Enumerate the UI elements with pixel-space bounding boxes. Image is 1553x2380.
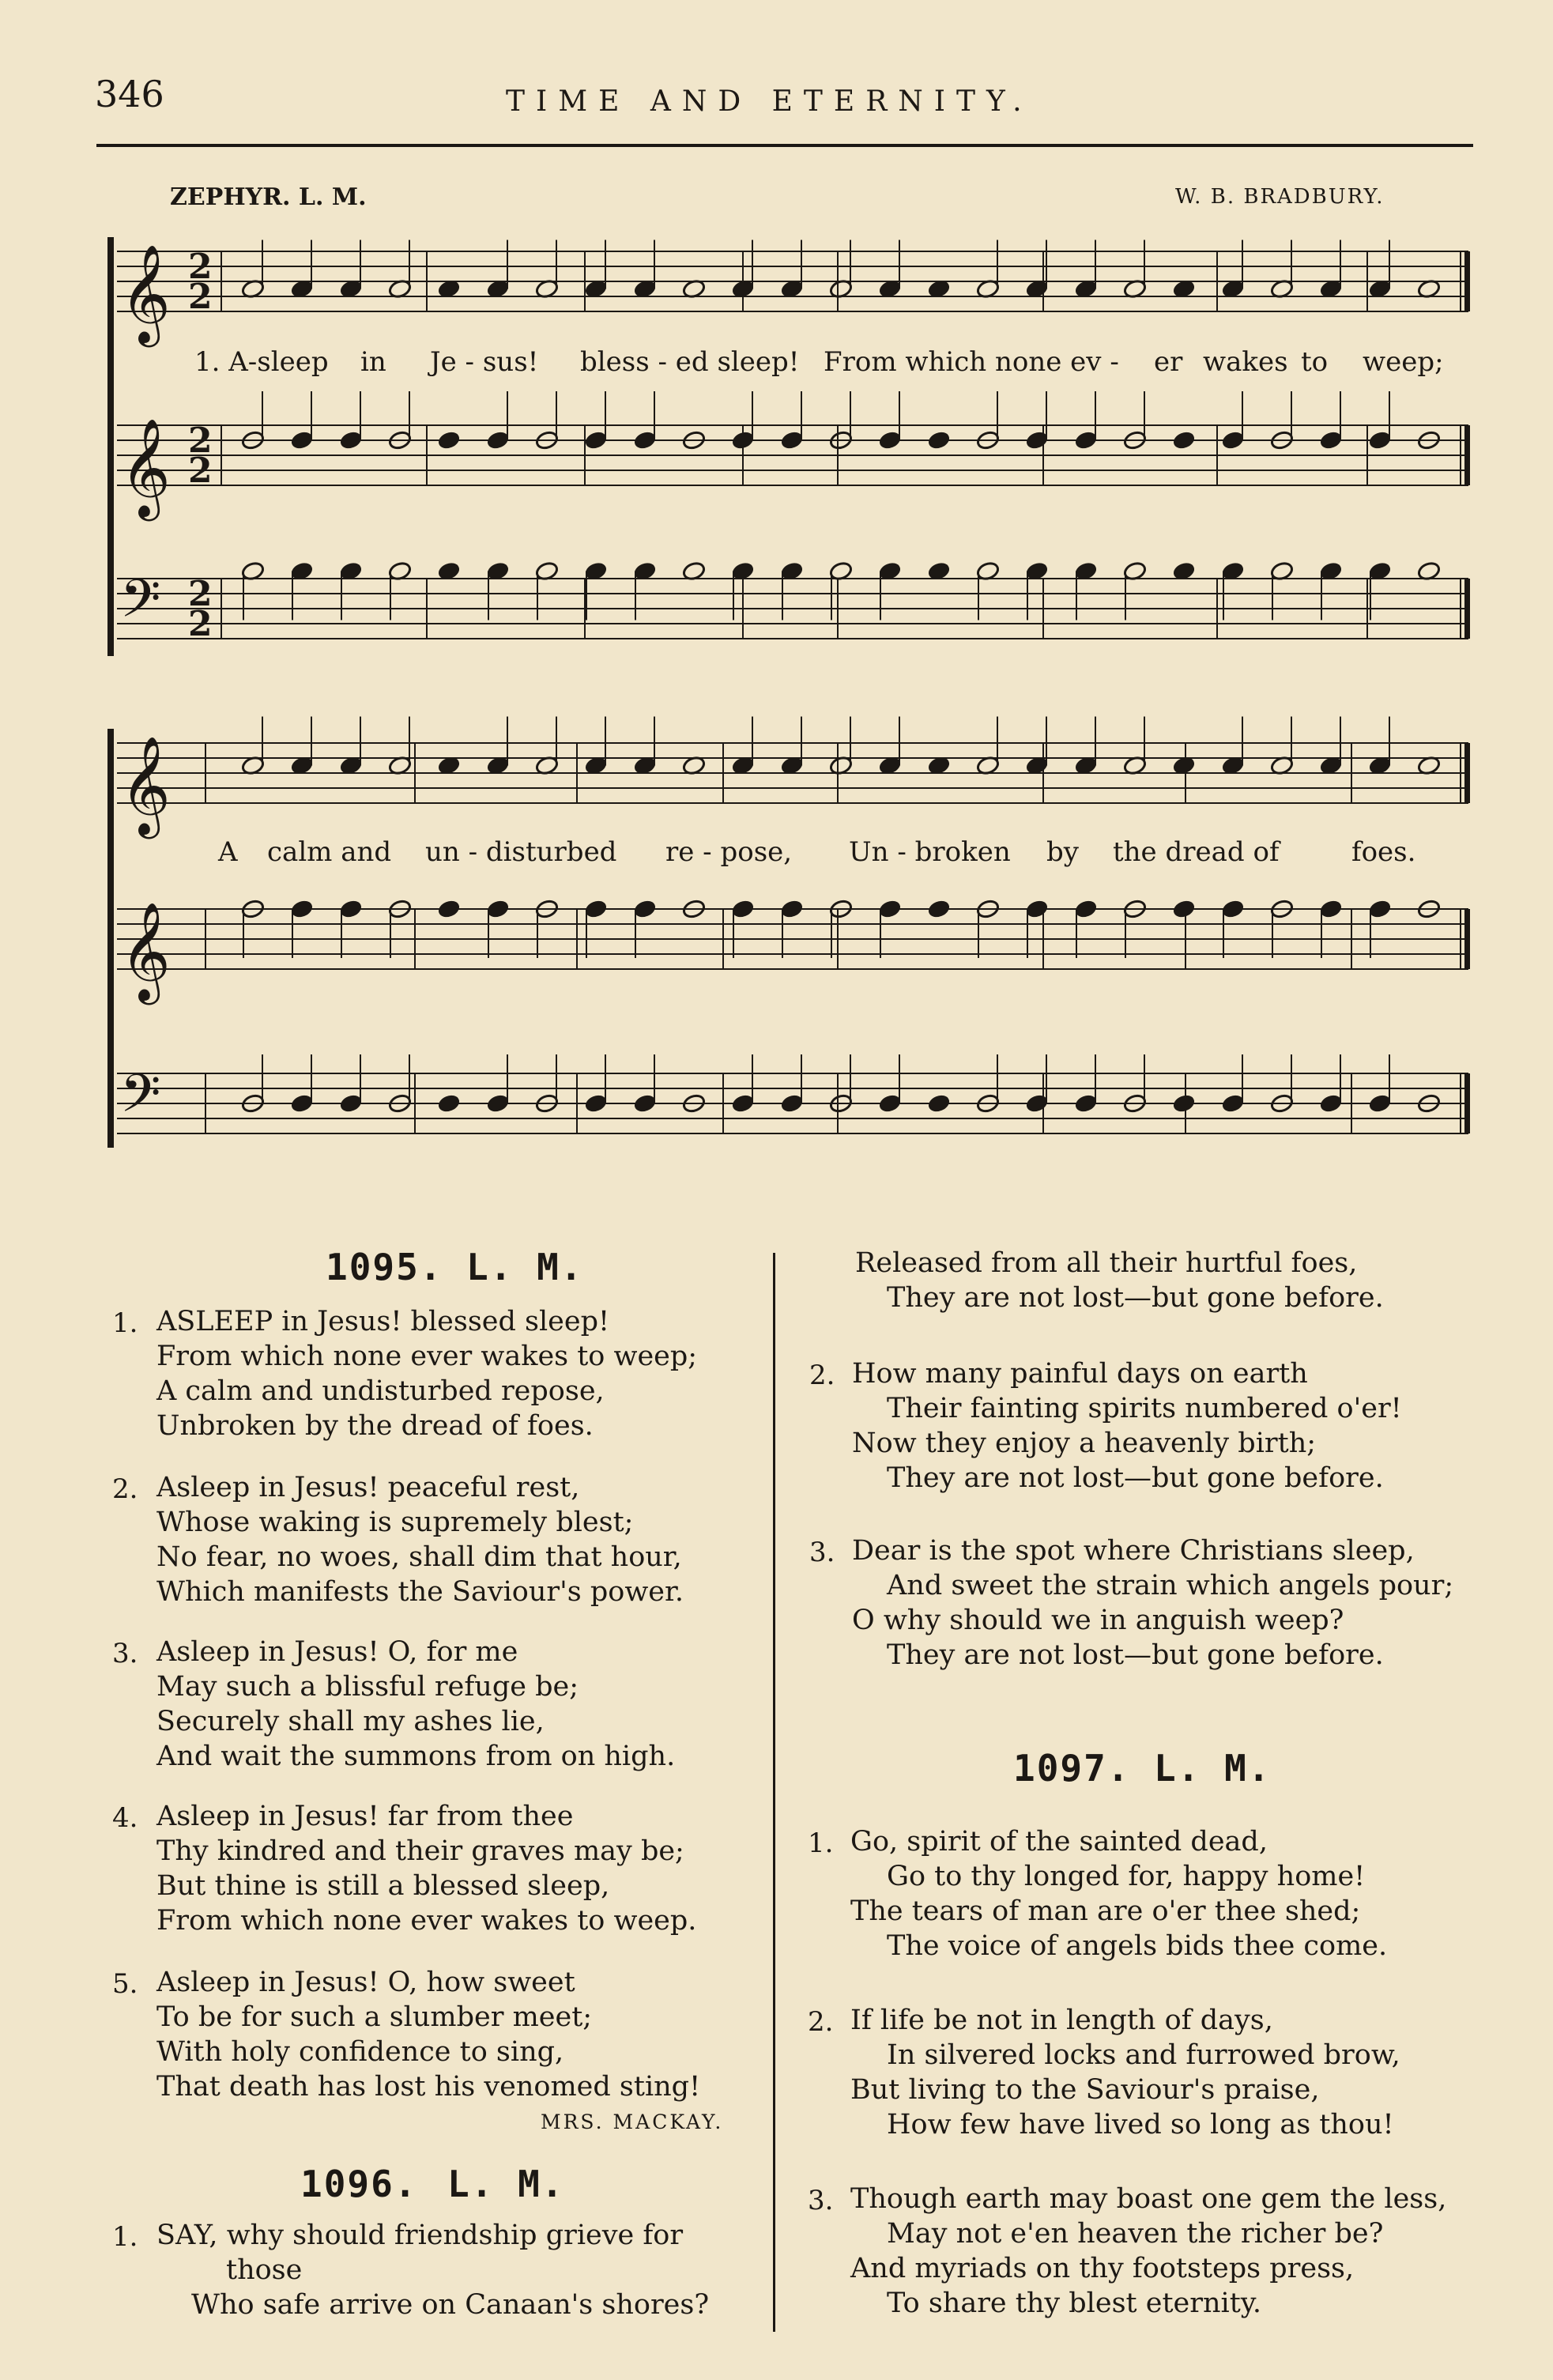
verse-line: Asleep in Jesus! far from thee bbox=[156, 1801, 574, 1832]
lyric-syllable: wakes bbox=[1203, 346, 1288, 378]
verse-line-text: in Jesus! blessed sleep! bbox=[273, 1306, 610, 1337]
verse-line: May not e'en heaven the richer be? bbox=[887, 2218, 1384, 2250]
note-head bbox=[1074, 430, 1099, 451]
verse-line: To be for such a slumber meet; bbox=[156, 2001, 593, 2033]
hymn-meter: L. M. bbox=[447, 2163, 565, 2205]
time-signature-bottom: 2 bbox=[188, 604, 213, 645]
note-head bbox=[780, 899, 805, 919]
tune-name: ZEPHYR. L. M. bbox=[170, 183, 367, 211]
lyric-syllable: by bbox=[1046, 836, 1079, 868]
verse-number: 2. bbox=[112, 1473, 138, 1505]
note-head bbox=[633, 899, 658, 919]
verse-line: If life be not in length of days, bbox=[850, 2005, 1273, 2036]
lyric-syllable: A bbox=[218, 836, 238, 868]
treble-clef: 𝄞 bbox=[120, 244, 171, 343]
tune-composer: W. B. BRADBURY. bbox=[1175, 185, 1385, 209]
verse-line: And myriads on thy footsteps press, bbox=[850, 2253, 1355, 2284]
lyric-syllable: weep; bbox=[1363, 346, 1444, 378]
verse-line: Unbroken by the dread of foes. bbox=[156, 1410, 594, 1442]
verse-line: But living to the Saviour's praise, bbox=[850, 2074, 1320, 2106]
note-head bbox=[486, 1093, 511, 1114]
note-head bbox=[290, 1093, 315, 1114]
final-barline-thick bbox=[1464, 1073, 1470, 1133]
note-head bbox=[1221, 899, 1246, 919]
note-head bbox=[731, 899, 756, 919]
lyric-syllable: foes. bbox=[1351, 836, 1416, 868]
note-head bbox=[290, 430, 315, 451]
verse-line: They are not lost—but gone before. bbox=[887, 1282, 1384, 1314]
verse-line: May such a blissful refuge be; bbox=[156, 1671, 579, 1703]
verse-first-word: SAY, bbox=[156, 2220, 218, 2251]
lyric-syllable: in bbox=[360, 346, 386, 378]
note-head bbox=[1172, 430, 1197, 451]
verse-line: Securely shall my ashes lie, bbox=[156, 1706, 545, 1737]
verse-line: Asleep in Jesus! peaceful rest, bbox=[156, 1472, 580, 1503]
note-head bbox=[437, 430, 462, 451]
verse-line: Asleep in Jesus! O, how sweet bbox=[156, 1967, 575, 1998]
time-signature-bottom: 2 bbox=[188, 277, 213, 318]
column-divider bbox=[773, 1253, 775, 2332]
verse-number: 1. bbox=[112, 1307, 138, 1339]
verse-line: They are not lost—but gone before. bbox=[887, 1462, 1384, 1494]
verse-line bbox=[156, 2220, 683, 2251]
verse-number: 2. bbox=[808, 2006, 834, 2038]
note-head bbox=[290, 899, 315, 919]
note-head bbox=[731, 430, 756, 451]
lyric-syllable: un - disturbed bbox=[425, 836, 617, 868]
note-head bbox=[633, 1093, 658, 1114]
verse-line: They are not lost—but gone before. bbox=[887, 1639, 1384, 1671]
verse-line: How few have lived so long as thou! bbox=[887, 2109, 1394, 2140]
note-head bbox=[1025, 430, 1050, 451]
time-signature-top: 2 bbox=[188, 247, 213, 288]
time-signature-bottom: 2 bbox=[188, 451, 213, 492]
verse-line: Though earth may boast one gem the less, bbox=[850, 2183, 1447, 2215]
lyric-syllable: calm and bbox=[267, 836, 392, 868]
hymn-number: 1096. bbox=[300, 2163, 418, 2205]
verse-line: Released from all their hurtful foes, bbox=[855, 1247, 1358, 1279]
note-head bbox=[1025, 899, 1050, 919]
running-title: TIME AND ETERNITY. bbox=[506, 85, 1033, 118]
note-head bbox=[486, 430, 511, 451]
hymn-number: 1095. bbox=[326, 1246, 443, 1288]
note-head bbox=[927, 899, 952, 919]
verse-line: In silvered locks and furrowed brow, bbox=[887, 2039, 1400, 2071]
verse-line: No fear, no woes, shall dim that hour, bbox=[156, 1541, 682, 1573]
verse-line: those bbox=[226, 2254, 303, 2286]
note-head bbox=[437, 899, 462, 919]
music-score bbox=[0, 0, 1553, 1154]
note-head bbox=[878, 430, 903, 451]
lyric-syllable: to bbox=[1301, 346, 1329, 378]
note-head bbox=[339, 1093, 364, 1114]
lyric-syllable: Je - sus! bbox=[430, 346, 539, 378]
verse-number: 3. bbox=[808, 2185, 834, 2216]
note-head bbox=[339, 430, 364, 451]
note-head bbox=[1368, 1093, 1393, 1114]
lyric-syllable: er bbox=[1154, 346, 1183, 378]
verse-line: To share thy blest eternity. bbox=[887, 2288, 1262, 2319]
time-signature-top: 2 bbox=[188, 574, 213, 615]
note-head bbox=[437, 1093, 462, 1114]
verse-number: 3. bbox=[809, 1537, 835, 1568]
bass-clef: 𝄢 bbox=[120, 568, 161, 642]
note-head bbox=[927, 430, 952, 451]
verse-number: 2. bbox=[809, 1360, 835, 1391]
lyric-syllable: bless - ed sleep! bbox=[580, 346, 800, 378]
lyric-syllable: 1. A-sleep bbox=[194, 346, 329, 378]
time-signature-top: 2 bbox=[188, 421, 213, 462]
verse-number: 1. bbox=[112, 2221, 138, 2253]
verse-first-word: ASLEEP bbox=[156, 1306, 273, 1337]
note-head bbox=[878, 899, 903, 919]
note-head bbox=[1172, 899, 1197, 919]
note-head bbox=[1368, 430, 1393, 451]
final-barline-thick bbox=[1464, 743, 1470, 803]
treble-clef: 𝄞 bbox=[120, 418, 171, 517]
verse-line: Dear is the spot where Christians sleep, bbox=[852, 1535, 1415, 1567]
verse-number: 4. bbox=[112, 1802, 138, 1834]
final-barline-thick bbox=[1464, 251, 1470, 311]
note-head bbox=[1319, 1093, 1344, 1114]
verse-line: A calm and undisturbed repose, bbox=[156, 1375, 605, 1407]
note-head bbox=[1025, 1093, 1050, 1114]
verse-line: Thy kindred and their graves may be; bbox=[156, 1835, 684, 1867]
verse-line: Who safe arrive on Canaan's shores? bbox=[191, 2289, 710, 2321]
note-head bbox=[1319, 899, 1344, 919]
verse-line: Their fainting spirits numbered o'er! bbox=[887, 1393, 1402, 1424]
note-head bbox=[486, 899, 511, 919]
verse-line bbox=[156, 1306, 609, 1337]
note-head bbox=[1221, 1093, 1246, 1114]
note-head bbox=[584, 899, 609, 919]
note-head bbox=[633, 430, 658, 451]
hymn-author: MRS. MACKAY. bbox=[541, 2110, 724, 2133]
note-head bbox=[927, 1093, 952, 1114]
final-barline-thick bbox=[1464, 579, 1470, 639]
note-head bbox=[780, 430, 805, 451]
hymn-meter: L. M. bbox=[1154, 1747, 1272, 1790]
verse-line: Go to thy longed for, happy home! bbox=[887, 1861, 1366, 1892]
treble-clef: 𝄞 bbox=[120, 902, 171, 1001]
note-head bbox=[1319, 430, 1344, 451]
note-head bbox=[1074, 1093, 1099, 1114]
note-head bbox=[780, 1093, 805, 1114]
note-head bbox=[1221, 430, 1246, 451]
verse-line: And wait the summons from on high. bbox=[156, 1741, 676, 1772]
verse-number: 1. bbox=[808, 1827, 834, 1859]
note-head bbox=[878, 1093, 903, 1114]
verse-number: 5. bbox=[112, 1968, 138, 2000]
page-number: 346 bbox=[95, 73, 164, 115]
hymn-meter: L. M. bbox=[466, 1246, 584, 1288]
system-bracket bbox=[107, 237, 114, 656]
system-bracket bbox=[107, 729, 114, 1148]
verse-line: Asleep in Jesus! O, for me bbox=[156, 1636, 518, 1668]
verse-line: Go, spirit of the sainted dead, bbox=[850, 1826, 1268, 1858]
note-head bbox=[584, 1093, 609, 1114]
lyric-syllable: re - pose, bbox=[665, 836, 793, 868]
note-head bbox=[584, 430, 609, 451]
verse-line: The tears of man are o'er thee shed; bbox=[850, 1895, 1361, 1927]
hymn-number: 1097. bbox=[1013, 1747, 1131, 1790]
lyric-syllable: From which none ev - bbox=[824, 346, 1119, 378]
verse-line: From which none ever wakes to weep; bbox=[156, 1341, 698, 1372]
verse-line: The voice of angels bids thee come. bbox=[887, 1930, 1388, 1962]
lyric-syllable: Un - broken bbox=[849, 836, 1011, 868]
verse-number: 3. bbox=[112, 1638, 138, 1669]
note-head bbox=[1074, 899, 1099, 919]
verse-line: That death has lost his venomed sting! bbox=[156, 2071, 701, 2103]
verse-line: But thine is still a blessed sleep, bbox=[156, 1870, 610, 1902]
final-barline-thick bbox=[1464, 425, 1470, 485]
note-head bbox=[339, 899, 364, 919]
note-head bbox=[1368, 899, 1393, 919]
bass-clef: 𝄢 bbox=[120, 1063, 161, 1137]
verse-line: With holy confidence to sing, bbox=[156, 2036, 564, 2068]
verse-line: And sweet the strain which angels pour; bbox=[887, 1570, 1454, 1601]
verse-line: Whose waking is supremely blest; bbox=[156, 1507, 634, 1538]
verse-line: From which none ever wakes to weep. bbox=[156, 1905, 697, 1937]
note-head bbox=[731, 1093, 756, 1114]
note-head bbox=[1172, 1093, 1197, 1114]
lyric-syllable: the dread of bbox=[1113, 836, 1280, 868]
verse-line: Now they enjoy a heavenly birth; bbox=[852, 1428, 1317, 1459]
verse-line: Which manifests the Saviour's power. bbox=[156, 1576, 684, 1608]
verse-line: O why should we in anguish weep? bbox=[852, 1605, 1344, 1636]
verse-line-text: why should friendship grieve for bbox=[217, 2220, 684, 2251]
verse-line: How many painful days on earth bbox=[852, 1358, 1308, 1390]
treble-clef: 𝄞 bbox=[120, 736, 171, 835]
final-barline-thick bbox=[1464, 909, 1470, 969]
